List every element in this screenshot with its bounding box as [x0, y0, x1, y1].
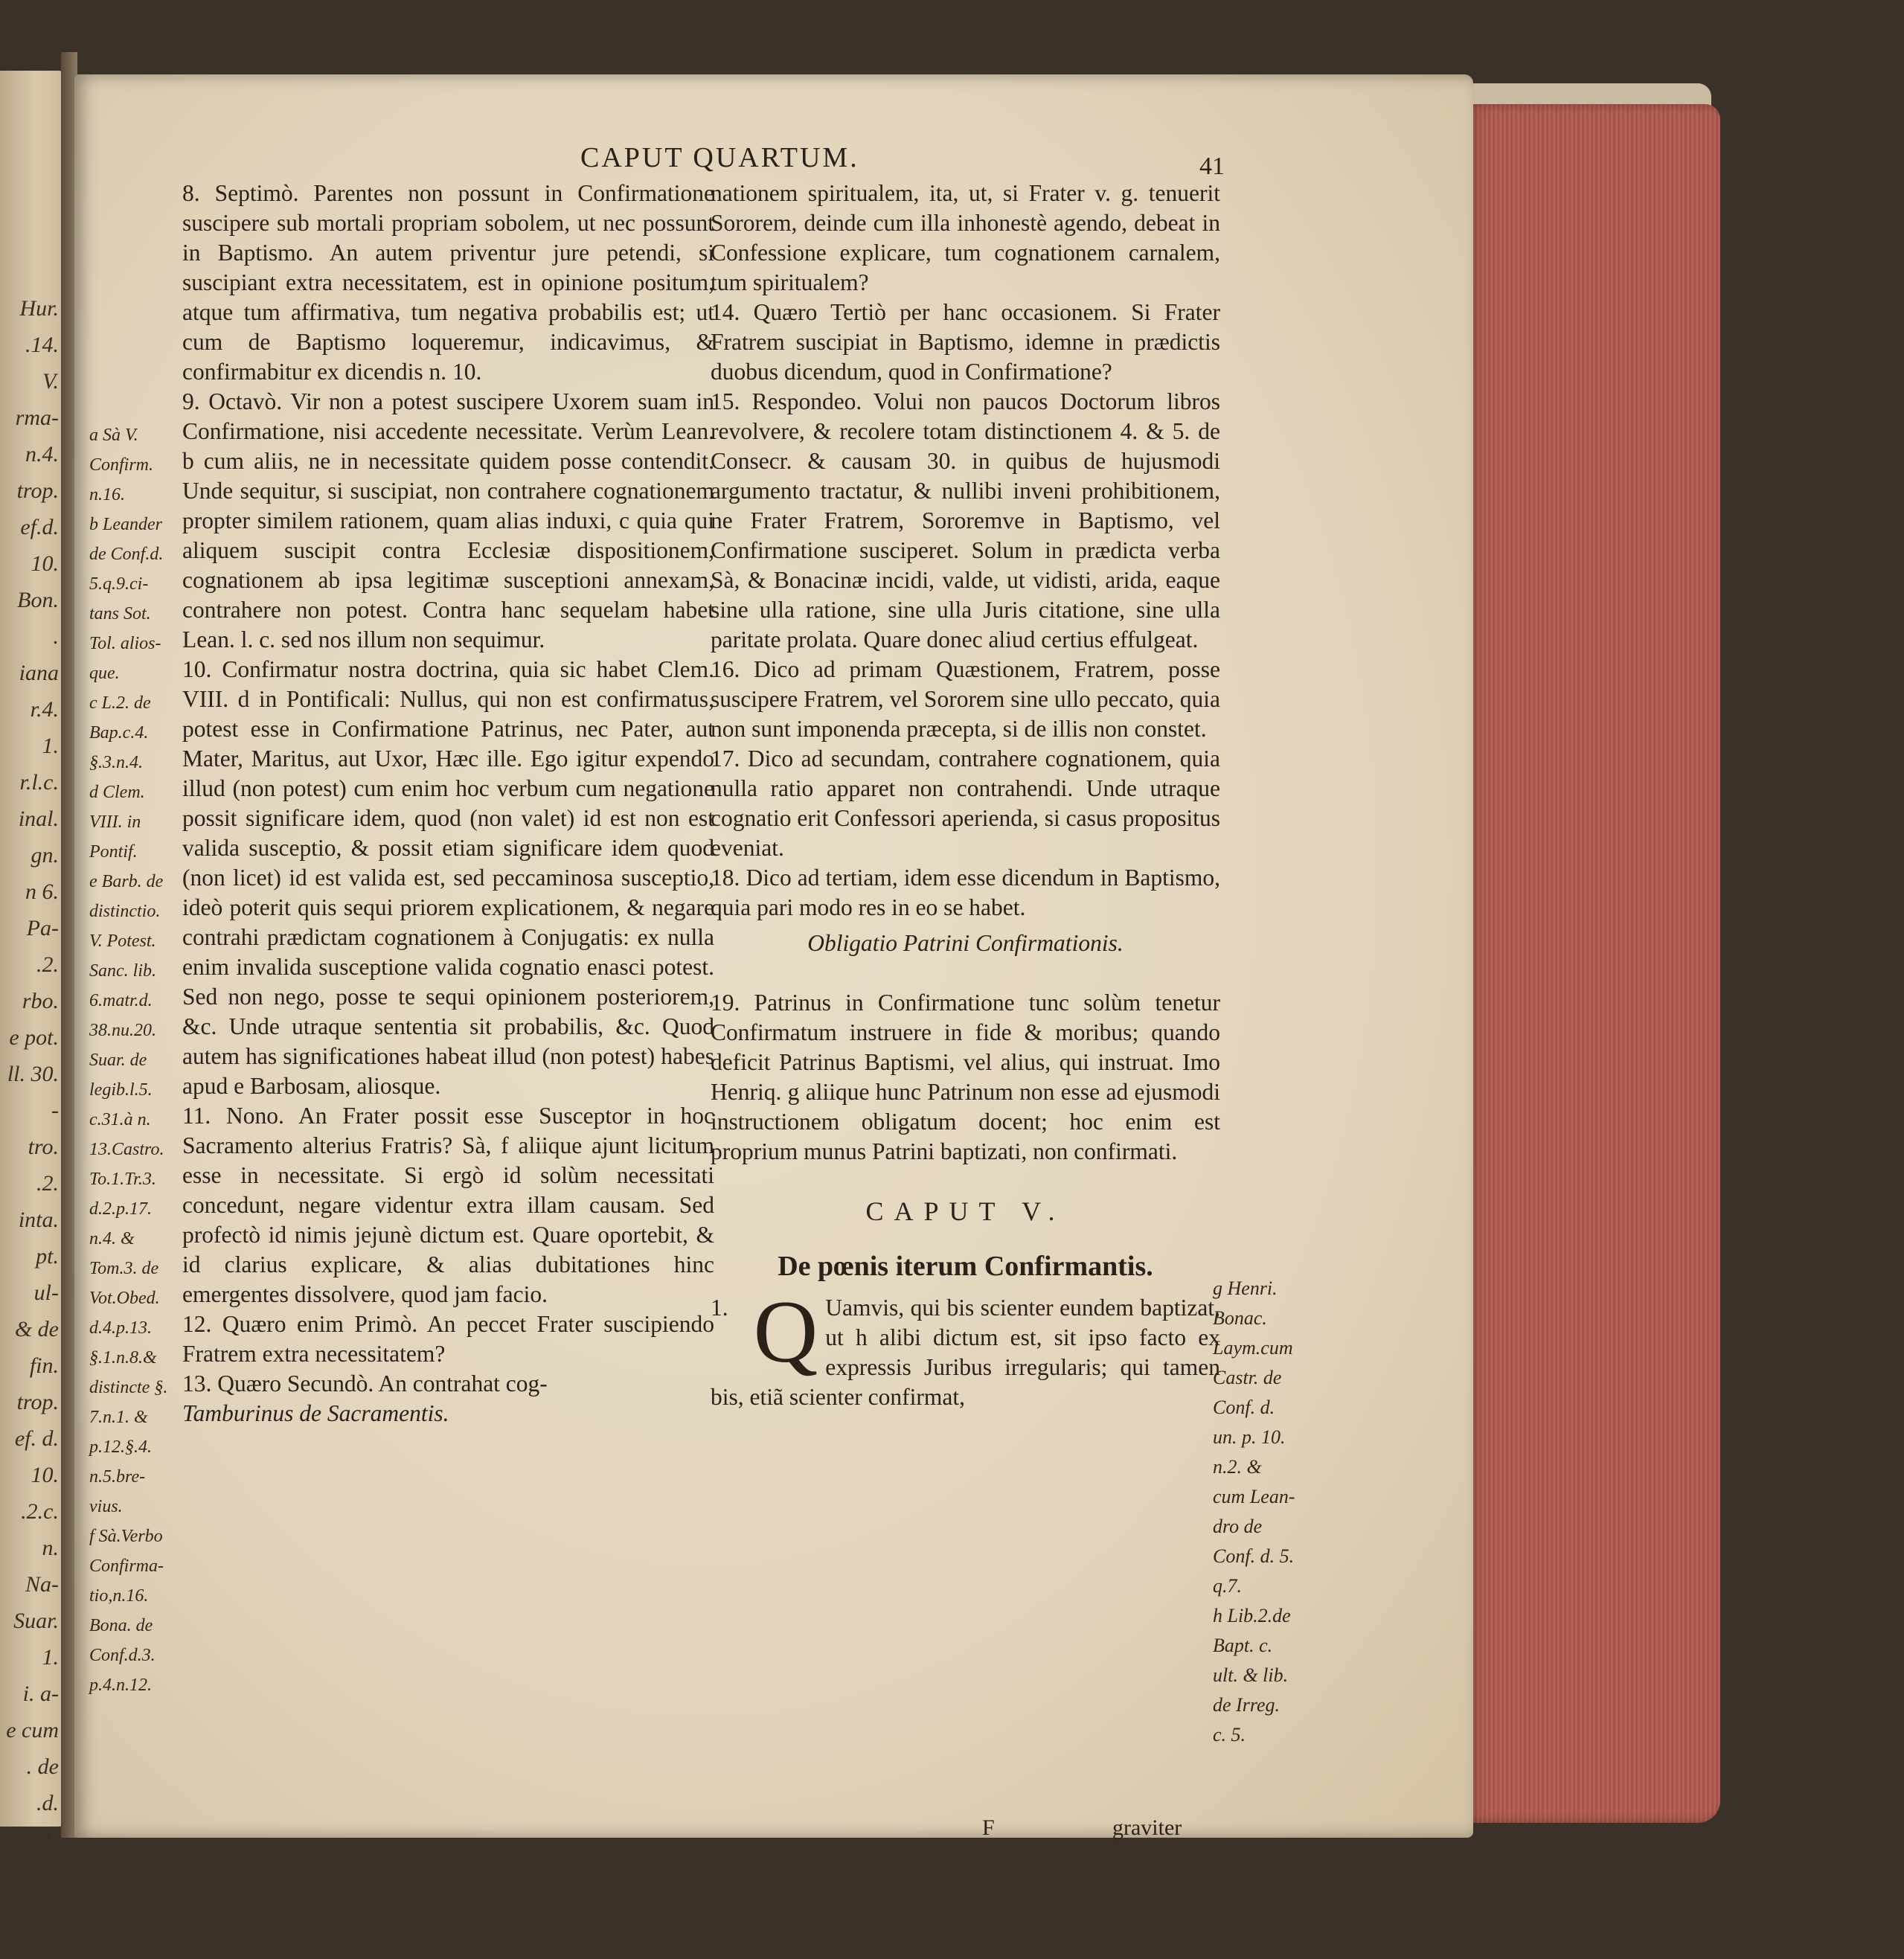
margin-note: h Lib.2.de	[1213, 1605, 1291, 1626]
margin-note: ult. & lib.	[1213, 1664, 1289, 1686]
margin-note: V. Potest.	[89, 932, 156, 951]
left-page-fragment: ll. 30.	[7, 1062, 59, 1086]
margin-note: Castr. de	[1213, 1367, 1282, 1388]
left-page-fragment: pt.	[36, 1244, 59, 1269]
left-page-fragment: r.l.c.	[19, 770, 59, 795]
margin-note: distincte §.	[89, 1378, 168, 1397]
left-page-fragment: 1.	[42, 1827, 59, 1852]
paragraph-13: 13. Quæro Secundò. An contrahat cog-	[182, 1370, 548, 1397]
margin-note: c L.2. de	[89, 693, 151, 713]
left-page-fragment: rbo.	[22, 989, 59, 1013]
left-page-fragment: n 6.	[25, 879, 59, 904]
paragraph-9: 9. Octavò. Vir non a potest suscipere Uxorem suam in Confirmatione, nisi accedente necessitate. Verùm Lean. b cum aliis, ne in necessitate quidem posse contendit. Unde sequitur, si suscipiat, non contrahere cognationem propter similem rationem, quam alias induxi, c quia qui aliquem suscipit contra Ecclesiæ dispositionem, cognationem ab ipsa legitimæ susceptioni annexam, contrahere non potest. Contra hanc sequelam habet Lean. l. c. sed nos illum non sequimur.	[182, 388, 714, 653]
left-text-column	[182, 179, 714, 1429]
left-page-fragment: Bon.	[17, 588, 59, 612]
page-edges	[1467, 104, 1720, 1823]
paragraph-13-cont: nationem spiritualem, ita, ut, si Frater v. g. tenuerit Sororem, deinde cum illa inhonestè agendo, debeat in Confessione explicare, tum cognationem carnalem, tum spiritualem?	[711, 180, 1220, 295]
left-page-fragment: r.4.	[30, 697, 59, 722]
left-page-fragment: .2.	[36, 1171, 59, 1196]
left-page-fragment: Na-	[25, 1572, 59, 1597]
margin-note: Bona. de	[89, 1616, 153, 1635]
margin-note: §.1.n.8.&	[89, 1348, 157, 1368]
margin-note: §.3.n.4.	[89, 753, 143, 772]
margin-note: de Conf.d.	[89, 545, 164, 564]
left-page-fragment: Hur.	[19, 296, 59, 321]
margin-note: Suar. de	[89, 1051, 147, 1070]
margin-note: legib.l.5.	[89, 1080, 153, 1100]
paragraph-1	[711, 1282, 1220, 1412]
left-page-fragment: .	[53, 624, 59, 649]
left-page-fragment: i. a-	[22, 1681, 59, 1706]
chapter-subtitle: De pœnis iterum Confirmantis.	[778, 1251, 1153, 1282]
paragraph-16: 16. Dico ad primam Quæstionem, Fratrem, posse suscipere Fratrem, vel Sororem sine ullo peccato, quia non sunt imponenda præcepta, si de illis non constet.	[711, 656, 1220, 742]
margin-note: 38.nu.20.	[89, 1021, 156, 1040]
margin-note: f Sà.Verbo	[89, 1527, 163, 1546]
margin-note: Bapt. c.	[1213, 1635, 1273, 1656]
left-page-fragment: inal.	[18, 807, 59, 831]
left-page-fragment: .14.	[25, 333, 59, 357]
left-page-fragment: trop.	[16, 478, 59, 503]
left-page-fragment: 1.	[42, 1645, 59, 1670]
margin-note: d.4.p.13.	[89, 1318, 152, 1338]
margin-note: dro de	[1213, 1516, 1263, 1537]
margin-note: Tol. alios-	[89, 634, 161, 653]
margin-note: 7.n.1. &	[89, 1408, 148, 1427]
margin-note: To.1.Tr.3.	[89, 1170, 156, 1189]
margin-note: VIII. in	[89, 812, 141, 832]
margin-note: p.12.§.4.	[89, 1437, 152, 1457]
margin-note: d.2.p.17.	[89, 1199, 152, 1219]
left-page-fragment: V.	[42, 369, 59, 394]
left-page-fragment: 10.	[31, 551, 59, 576]
paragraph-17: 17. Dico ad secundam, contrahere cognationem, quia nulla ratio apparet non contrahendi. Unde utraque cognatio erit Confessori aperienda, si casus propositus eveniat.	[711, 746, 1220, 861]
left-page-fragment: Suar.	[13, 1609, 59, 1633]
paragraph-18: 18. Dico ad tertiam, idem esse dicendum in Baptismo, quia pari modo res in eo se habet.	[711, 865, 1220, 920]
margin-note: n.4. &	[89, 1229, 135, 1248]
margin-note: c.31.à n.	[89, 1110, 151, 1129]
margin-note: Confirm.	[89, 455, 154, 475]
left-page-fragment: gn.	[31, 843, 59, 868]
margin-note: Conf.d.3.	[89, 1646, 156, 1665]
margin-note: a Sà V.	[89, 426, 138, 445]
left-page-fragment: Pa-	[26, 916, 59, 940]
margin-note: de Irreg.	[1213, 1694, 1280, 1716]
section-heading: Obligatio Patrini Confirmationis.	[807, 930, 1124, 956]
margin-note: un. p. 10.	[1213, 1426, 1286, 1448]
right-margin-notes	[1213, 1274, 1310, 1750]
margin-note: n.16.	[89, 485, 125, 504]
left-page-fragment: . de	[26, 1754, 59, 1779]
left-page-fragment: rma-	[15, 405, 59, 430]
right-text-column	[711, 179, 1220, 1412]
paragraph-1-number: 1.	[711, 1295, 728, 1321]
paragraph-11: 11. Nono. An Frater possit esse Susceptor in hoc Sacramento alterius Fratris? Sà, f aliique ajunt licitum esse in necessitate. Si ergò id solùm necessitati concedunt, negare videntur extra illam causam. Sed profectò id nimis jejunè dictum est. Quare oportebit, & id clarius explicare, & alias dubitationes hinc emergentes dissolvere, quod jam facio.	[182, 1103, 714, 1307]
paragraph-14: 14. Quæro Tertiò per hanc occasionem. Si Frater Fratrem suscipiat in Baptismo, idemne in prædictis duobus dicendum, quod in Confirmatione?	[711, 299, 1220, 385]
signature-mark: F	[982, 1815, 995, 1840]
margin-note: Pontif.	[89, 842, 138, 862]
left-page-edge	[0, 71, 63, 1852]
left-page-fragment: trop.	[16, 1390, 59, 1414]
margin-note: cum Lean-	[1213, 1486, 1295, 1507]
margin-note: b Leander	[89, 515, 162, 534]
margin-note: tans Sot.	[89, 604, 151, 623]
margin-note: e Barb. de	[89, 872, 164, 891]
margin-note: Sanc. lib.	[89, 961, 156, 981]
left-page-fragment: ul-	[33, 1280, 59, 1305]
paragraph-10: 10. Confirmatur nostra doctrina, quia sic habet Clem. VIII. d in Pontificali: Nullus, qui non est confirmatus, potest esse in Confirmatione Patrinus, nec Pater, aut Mater, Maritus, aut Uxor, Hæc ille. Ego igitur expendo illud (non potest) cum enim hoc verbum cum negatione possit significare idem, quod (non valet) id est non est valida susceptio, & possit etiam significare idem quod (non licet) id est valida est, sed peccaminosa susceptio, ideò poterit quis sequi priorem explicationem, & negare contrahi prædictam cognationem à Conjugatis: ex nulla enim invalida susceptione valida cognatio enasci potest. Sed non nego, posse te sequi opinionem posteriorem, &c. Unde utraque sententia sit probabilis, &c. Quod autem has significationes habeat illud (non potest) habes apud e Barbosam, aliosque.	[182, 656, 714, 1099]
running-head: CAPUT QUARTUM.	[580, 142, 859, 173]
margin-note: vius.	[89, 1497, 123, 1516]
paragraph-12: 12. Quæro enim Primò. An peccet Frater suscipiendo Fratrem extra necessitatem?	[182, 1311, 714, 1367]
left-margin-notes	[89, 420, 193, 1700]
left-page-fragment: ef. d.	[14, 1426, 59, 1451]
margin-note: n.2. &	[1213, 1456, 1262, 1478]
margin-note: Laym.cum	[1213, 1337, 1293, 1359]
margin-note: c. 5.	[1213, 1724, 1246, 1745]
margin-note: 13.Castro.	[89, 1140, 164, 1159]
left-page-fragment: .2.c.	[21, 1499, 59, 1524]
left-page-fragment: .d.	[36, 1791, 59, 1815]
left-page-fragment: e cum	[6, 1718, 59, 1742]
margin-note: tio,n.16.	[89, 1586, 149, 1606]
left-page-fragment: -	[51, 1098, 59, 1123]
page-number: 41	[1199, 153, 1225, 180]
margin-note: 5.q.9.ci-	[89, 574, 149, 594]
left-page-fragment: e pot.	[9, 1025, 59, 1050]
paragraph-1-text: Uamvis, qui bis scienter eundem baptizat, ut h alibi dictum est, sit ipso facto ex expressis Juribus irregularis; qui tamen bis, etiã scienter confirmat,	[711, 1295, 1220, 1410]
margin-note: g Henri.	[1213, 1277, 1278, 1299]
left-page-fragment: n.4.	[25, 442, 59, 466]
margin-note: distinctio.	[89, 902, 161, 921]
margin-note: Conf. d. 5.	[1213, 1545, 1295, 1567]
left-page-fragment: fin.	[29, 1353, 59, 1378]
margin-note: Tom.3. de	[89, 1259, 159, 1278]
catchword-right: graviter	[1112, 1815, 1182, 1840]
margin-note: Vot.Obed.	[89, 1289, 160, 1308]
drop-cap: Q	[753, 1282, 818, 1381]
margin-note: Bap.c.4.	[89, 723, 149, 743]
margin-note: n.5.bre-	[89, 1467, 146, 1487]
margin-note: q.7.	[1213, 1575, 1242, 1597]
paragraph-15: 15. Respondeo. Volui non paucos Doctorum libros revolvere, & recolere totam distinctionem 4. & 5. de Consecr. & causam 30. in quibus de hujusmodi argumento tractatur, & nullibi inveni prohibitionem, ne Frater Fratrem, Sororemve in Baptismo, vel Confirmatione susciperet. Solum in prædicta verba Sà, & Bonacinæ incidi, valde, ut vidisti, arida, eaque sine ulla ratione, sine ulla Juris citatione, sine ulla paritate prolata. Quare donec aliud certius effulgeat.	[711, 388, 1220, 653]
left-page-fragment: n.	[42, 1536, 59, 1560]
left-page-fragment: 10.	[31, 1463, 59, 1487]
margin-note: d Clem.	[89, 783, 145, 802]
paragraph-19: 19. Patrinus in Confirmatione tunc solùm tenetur Confirmatum instruere in fide & moribus; quando deficit Patrinus Baptismi, vel alius, qui instruat. Imo Henriq. g aliique hunc Patrinum non esse ad ejusmodi instructionem obligatum docent; hoc enim est proprium munus Patrini baptizati, non confirmati.	[711, 990, 1220, 1164]
left-page-fragment: ef.d.	[20, 515, 59, 539]
left-page-fragment: & de	[14, 1317, 59, 1341]
left-page-fragment: .2.	[36, 952, 59, 977]
margin-note: que.	[89, 664, 120, 683]
left-page-fragment: 1.	[42, 734, 59, 758]
chapter-title: CAPUT V.	[865, 1196, 1065, 1226]
margin-note: Confirma-	[89, 1556, 164, 1576]
margin-note: 6.matr.d.	[89, 991, 153, 1010]
paragraph-8: 8. Septimò. Parentes non possunt in Confirmatione suscipere sub mortali propriam sobolem, ut nec possunt in Baptismo. An autem priventur jure petendi, si suscipiant extra necessitatem, est in opinione positum, atque tum affirmativa, tum negativa probabilis est; ut cum de Baptismo loqueremur, indicavimus, & confirmabitur ex dicendis n. 10.	[182, 180, 714, 385]
margin-note: Conf. d.	[1213, 1397, 1275, 1418]
left-page-fragment: tro.	[28, 1135, 59, 1159]
left-page-fragment: inta.	[18, 1208, 59, 1232]
left-page-fragment: iana	[19, 661, 59, 685]
margin-note: p.4.n.12.	[89, 1676, 152, 1695]
margin-note: Bonac.	[1213, 1307, 1267, 1329]
catchword-left: Tamburinus de Sacramentis.	[182, 1400, 449, 1426]
